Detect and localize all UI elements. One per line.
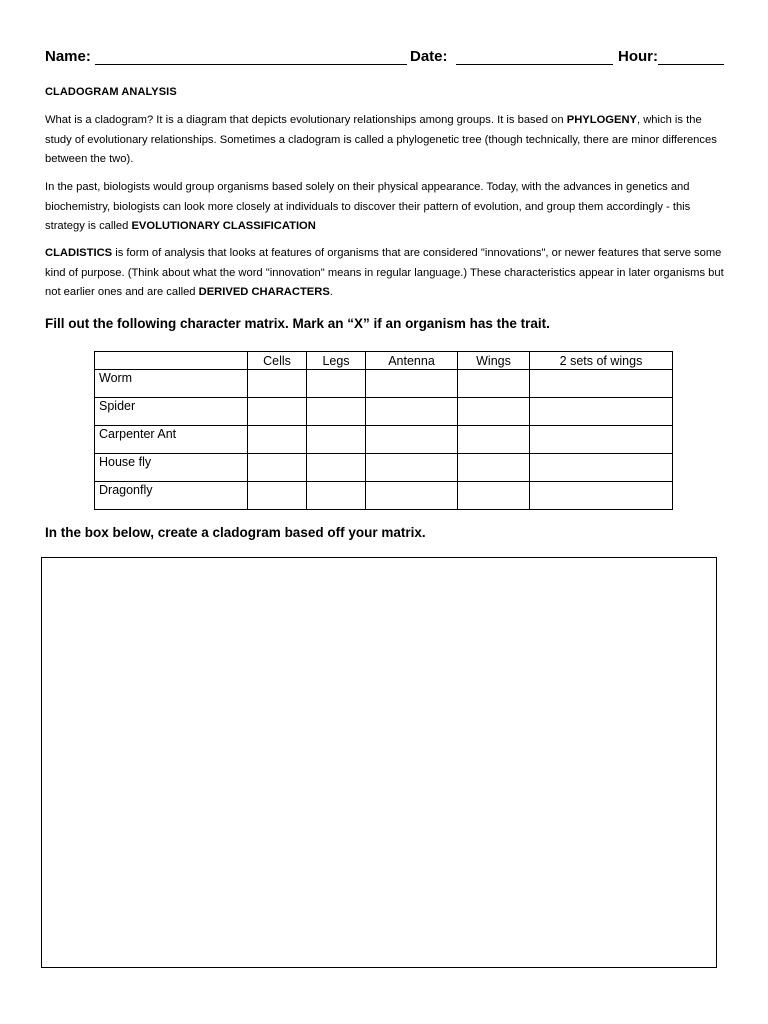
character-matrix-table <box>94 351 673 510</box>
matrix-header-wings: Wings <box>458 352 530 370</box>
table-row <box>95 454 673 482</box>
term-phylogeny: PHYLOGENY <box>566 114 637 126</box>
paragraph-cladistics <box>45 244 730 303</box>
trait-cell-2-sets-of-wings[interactable] <box>530 454 673 482</box>
trait-cell-cells[interactable] <box>248 370 307 398</box>
trait-cell-cells[interactable] <box>248 454 307 482</box>
organism-cell: House fly <box>95 454 248 482</box>
organism-cell: Carpenter Ant <box>95 426 248 454</box>
hour-label: Hour: <box>618 48 658 65</box>
trait-cell-2-sets-of-wings[interactable] <box>530 370 673 398</box>
trait-cell-antenna[interactable] <box>366 398 458 426</box>
name-label: Name: <box>45 48 91 65</box>
trait-cell-wings[interactable] <box>458 370 530 398</box>
trait-cell-wings[interactable] <box>458 398 530 426</box>
paragraph-cladogram-definition <box>45 111 730 170</box>
trait-cell-legs[interactable] <box>307 426 366 454</box>
term-cladistics: CLADISTICS <box>45 247 113 259</box>
trait-cell-wings[interactable] <box>458 426 530 454</box>
date-label: Date: <box>410 48 448 65</box>
trait-cell-2-sets-of-wings[interactable] <box>530 426 673 454</box>
section-title: CLADOGRAM ANALYSIS <box>45 86 177 98</box>
trait-cell-antenna[interactable] <box>366 370 458 398</box>
term-evolutionary-classification: EVOLUTIONARY CLASSIFICATION <box>131 220 316 233</box>
cladogram-instruction: In the box below, create a cladogram based off your matrix. <box>45 525 426 540</box>
trait-cell-cells[interactable] <box>248 398 307 426</box>
name-field-line[interactable] <box>95 64 407 65</box>
hour-field-line[interactable] <box>658 64 724 65</box>
matrix-header-legs: Legs <box>307 352 366 370</box>
trait-cell-wings[interactable] <box>458 482 530 510</box>
paragraph-text: , which is the study of evolutionary relationships. Sometimes a cladogram is called a phylogenetic tree (though technically, there are minor differences between the two). <box>45 114 717 166</box>
paragraph-text: is form of analysis that looks at features of organisms that are considered "innovations", or newer features that serve some kind of purpose. (Think about what the word "innovation" means in regular language.) These characteristics appear in later organisms but not earlier ones and are called <box>45 247 724 299</box>
trait-cell-legs[interactable] <box>307 370 366 398</box>
paragraph-evolutionary-classification <box>45 178 730 237</box>
organism-cell: Worm <box>95 370 248 398</box>
table-row <box>95 426 673 454</box>
trait-cell-cells[interactable] <box>248 482 307 510</box>
paragraph-text: . <box>329 286 333 299</box>
trait-cell-antenna[interactable] <box>366 454 458 482</box>
paragraph-text: In the past, biologists would group organisms based solely on their physical appearance. Today, with the advances in genetics and biochemistry, biologists can look more closely at individuals to discover their pattern of evolution, and group them accordingly - this strategy is called <box>45 181 691 233</box>
table-row <box>95 482 673 510</box>
matrix-header-row <box>95 352 673 370</box>
trait-cell-legs[interactable] <box>307 482 366 510</box>
student-info-header <box>45 46 725 70</box>
trait-cell-2-sets-of-wings[interactable] <box>530 398 673 426</box>
term-derived-characters: DERIVED CHARACTERS <box>198 286 330 299</box>
trait-cell-wings[interactable] <box>458 454 530 482</box>
table-row <box>95 370 673 398</box>
date-field-line[interactable] <box>456 64 613 65</box>
trait-cell-antenna[interactable] <box>366 482 458 510</box>
trait-cell-cells[interactable] <box>248 426 307 454</box>
matrix-header-cells: Cells <box>248 352 307 370</box>
trait-cell-antenna[interactable] <box>366 426 458 454</box>
matrix-header-organism <box>95 352 248 370</box>
cladogram-drawing-box[interactable] <box>41 557 717 968</box>
matrix-header-2-sets-of-wings: 2 sets of wings <box>530 352 673 370</box>
trait-cell-legs[interactable] <box>307 398 366 426</box>
trait-cell-legs[interactable] <box>307 454 366 482</box>
organism-cell: Spider <box>95 398 248 426</box>
organism-cell: Dragonfly <box>95 482 248 510</box>
trait-cell-2-sets-of-wings[interactable] <box>530 482 673 510</box>
matrix-instruction: Fill out the following character matrix. Mark an “X” if an organism has the trait. <box>45 316 550 331</box>
paragraph-text: What is a cladogram? It is a diagram that depicts evolutionary relationships among groups. It is based on <box>45 114 567 126</box>
matrix-header-antenna: Antenna <box>366 352 458 370</box>
table-row <box>95 398 673 426</box>
